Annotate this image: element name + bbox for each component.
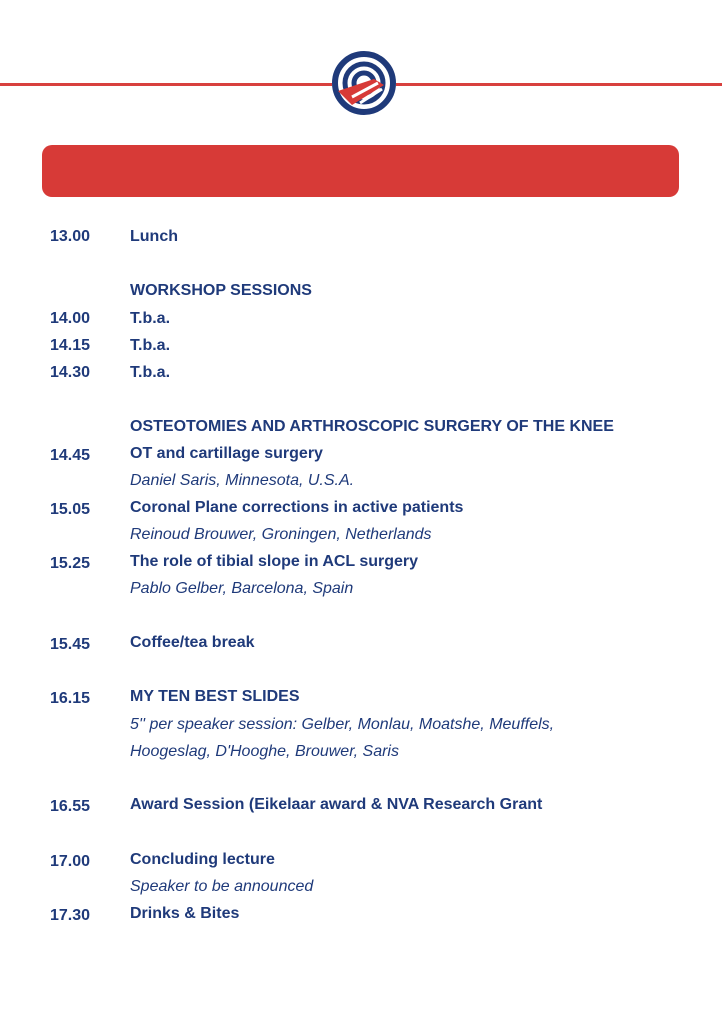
agenda-title: Lunch — [130, 228, 178, 245]
agenda-time: 15.25 — [50, 555, 91, 572]
agenda-title: Coronal Plane corrections in active patients — [130, 499, 464, 516]
agenda-title: T.b.a. — [130, 364, 171, 381]
agenda-time: 16.55 — [50, 798, 91, 815]
agenda-title: Coffee/tea break — [130, 634, 255, 651]
agenda-time: 14.15 — [50, 337, 91, 354]
concentric-arcs-logo-icon — [330, 49, 398, 117]
agenda-title: T.b.a. — [130, 310, 171, 327]
header-banner — [42, 145, 679, 197]
agenda-time: 14.00 — [50, 310, 91, 327]
agenda-speaker: Hoogeslag, D'Hooghe, Brouwer, Saris — [130, 743, 399, 760]
section-header-osteotomies: OSTEOTOMIES AND ARTHROSCOPIC SURGERY OF THE KNEE — [130, 418, 614, 435]
agenda-speaker: Speaker to be announced — [130, 878, 314, 895]
section-header-workshop: WORKSHOP SESSIONS — [130, 282, 312, 299]
agenda-title: MY TEN BEST SLIDES — [130, 688, 300, 705]
agenda-title: Award Session (Eikelaar award & NVA Research Grant — [130, 796, 543, 813]
agenda-time: 14.45 — [50, 447, 91, 464]
agenda-time: 15.45 — [50, 636, 91, 653]
agenda-title: The role of tibial slope in ACL surgery — [130, 553, 419, 570]
agenda-speaker: Reinoud Brouwer, Groningen, Netherlands — [130, 526, 432, 543]
agenda-time: 17.30 — [50, 907, 91, 924]
agenda-title: Drinks & Bites — [130, 905, 240, 922]
agenda-time: 15.05 — [50, 501, 91, 518]
agenda-speaker: 5'' per speaker session: Gelber, Monlau, Moatshe, Meuffels, — [130, 716, 555, 733]
agenda-time: 13.00 — [50, 228, 91, 245]
agenda-time: 14.30 — [50, 364, 91, 381]
agenda-speaker: Pablo Gelber, Barcelona, Spain — [130, 580, 354, 597]
agenda-title: T.b.a. — [130, 337, 171, 354]
agenda-time: 17.00 — [50, 853, 91, 870]
agenda-title: OT and cartillage surgery — [130, 445, 323, 462]
agenda-time: 16.15 — [50, 690, 91, 707]
agenda-speaker: Daniel Saris, Minnesota, U.S.A. — [130, 472, 355, 489]
agenda-title: Concluding lecture — [130, 851, 275, 868]
